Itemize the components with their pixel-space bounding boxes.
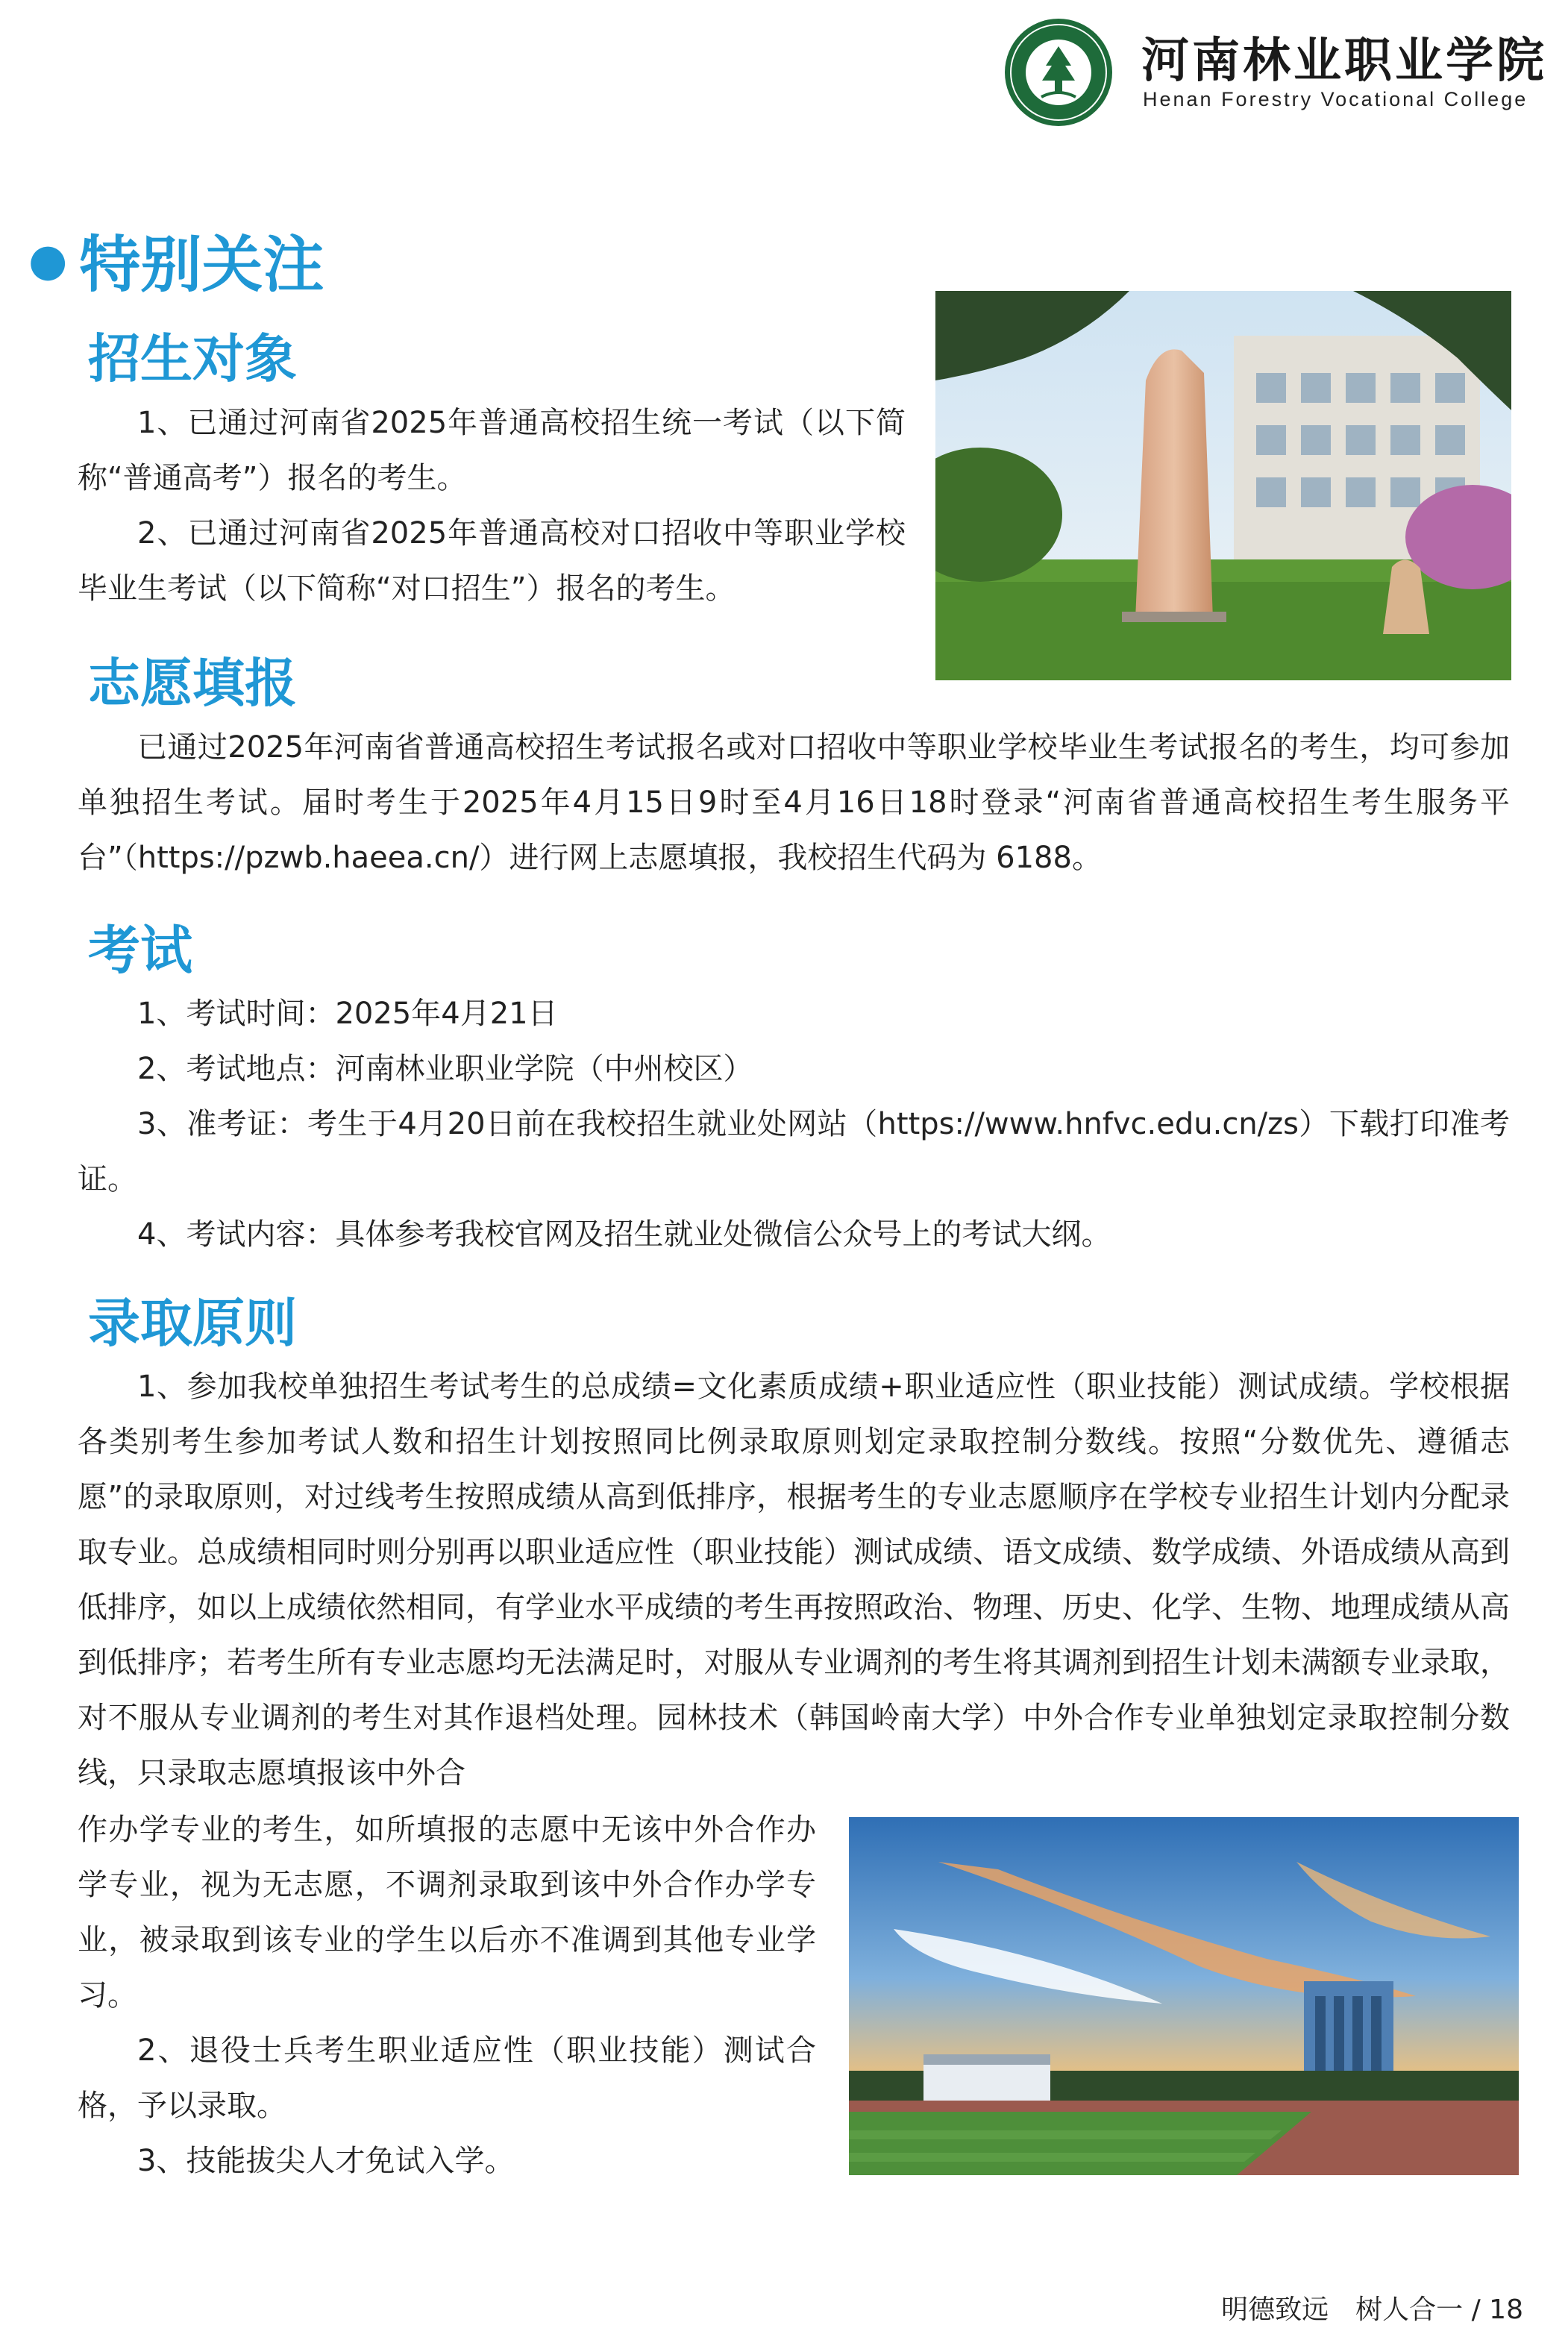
admission-paragraph-main: [78, 1359, 1510, 1801]
exam-paragraphs: [78, 986, 1510, 1262]
campus-stone-monument-photo: [935, 291, 1511, 680]
exam-item-time: 1、考试时间：2025年4月21日: [137, 997, 558, 1031]
main-heading: [28, 216, 324, 304]
application-text: 已通过2025年河南省普通高校招生考试报名或对口招收中等职业学校毕业生考试报名的考生，均可参加单独招生考试。届时考生于2025年4月15日9时至4月16日18时登录“河南省普通高校招生考生服务平台”（https://pzwb.haeea.cn/）进行网上志愿填报，我校招生代码为 6188。: [78, 730, 1510, 875]
admission-rule-1-continued: 作办学专业的考生，如所填报的志愿中无该中外合作办学专业，视为无志愿，不调剂录取到该中外合作办学专业，被录取到该专业的学生以后亦不准调到其他专业学习。: [78, 1813, 816, 2013]
enrollment-item-2: 2、已通过河南省2025年普通高校对口招收中等职业学校毕业生考试（以下简称“对口招生”）报名的考生。: [78, 516, 906, 606]
exam-item-content: 4、考试内容：具体参考我校官网及招生就业处微信公众号上的考试大纲。: [137, 1217, 1111, 1252]
college-seal-logo: [1003, 16, 1114, 128]
exam-item-admission-ticket: 3、准考证：考生于4月20日前在我校招生就业处网站（https://www.hnfvc.edu.cn/zs）下载打印准考证。: [78, 1107, 1510, 1196]
section-title-application: 志愿填报: [88, 653, 297, 714]
admission-paragraphs-side: [78, 1802, 816, 2189]
enrollment-paragraphs: [78, 395, 906, 616]
page-footer: [1221, 2289, 1523, 2327]
main-heading-text: 特别关注: [79, 230, 324, 301]
exam-item-location: 2、考试地点：河南林业职业学院（中州校区）: [137, 1052, 753, 1086]
college-name-chinese: 河南林业职业学院: [1141, 33, 1547, 89]
enrollment-item-1: 1、已通过河南省2025年普通高校招生统一考试（以下简称“普通高考”）报名的考生。: [78, 406, 906, 495]
heading-bullet-icon: ●: [28, 234, 68, 286]
section-title-exam: 考试: [88, 920, 192, 981]
section-title-enrollment: 招生对象: [88, 328, 297, 389]
page-number: / 18: [1471, 2295, 1523, 2325]
stadium-sunset-photo: [849, 1817, 1519, 2175]
admission-rule-2: 2、退役士兵考生职业适应性（职业技能）测试合格，予以录取。: [78, 2033, 816, 2123]
application-paragraphs: [78, 720, 1510, 885]
admission-rule-3: 3、技能拔尖人才免试入学。: [137, 2144, 515, 2178]
footer-motto: 明德致远 树人合一: [1221, 2295, 1464, 2325]
admission-rule-1: 1、参加我校单独招生考试考生的总成绩=文化素质成绩+职业适应性（职业技能）测试成绩。学校根据各类别考生参加考试人数和招生计划按照同比例录取原则划定录取控制分数线。按照“分数优先、遵循志愿”的录取原则，对过线考生按照成绩从高到低排序，根据考生的专业志愿顺序在学校专业招生计划内分配录取专业。总成绩相同时则分别再以职业适应性（职业技能）测试成绩、语文成绩、数学成绩、外语成绩从高到低排序，如以上成绩依然相同，有学业水平成绩的考生再按照政治、物理、历史、化学、生物、地理成绩从高到低排序；若考生所有专业志愿均无法满足时，对服从专业调剂的考生将其调剂到招生计划未满额专业录取，对不服从专业调剂的考生对其作退档处理。园林技术（韩国岭南大学）中外合作专业单独划定录取控制分数线，只录取志愿填报该中外合: [78, 1370, 1510, 1790]
section-title-admission: 录取原则: [88, 1293, 297, 1354]
college-name-english: Henan Forestry Vocational College: [1143, 88, 1528, 110]
